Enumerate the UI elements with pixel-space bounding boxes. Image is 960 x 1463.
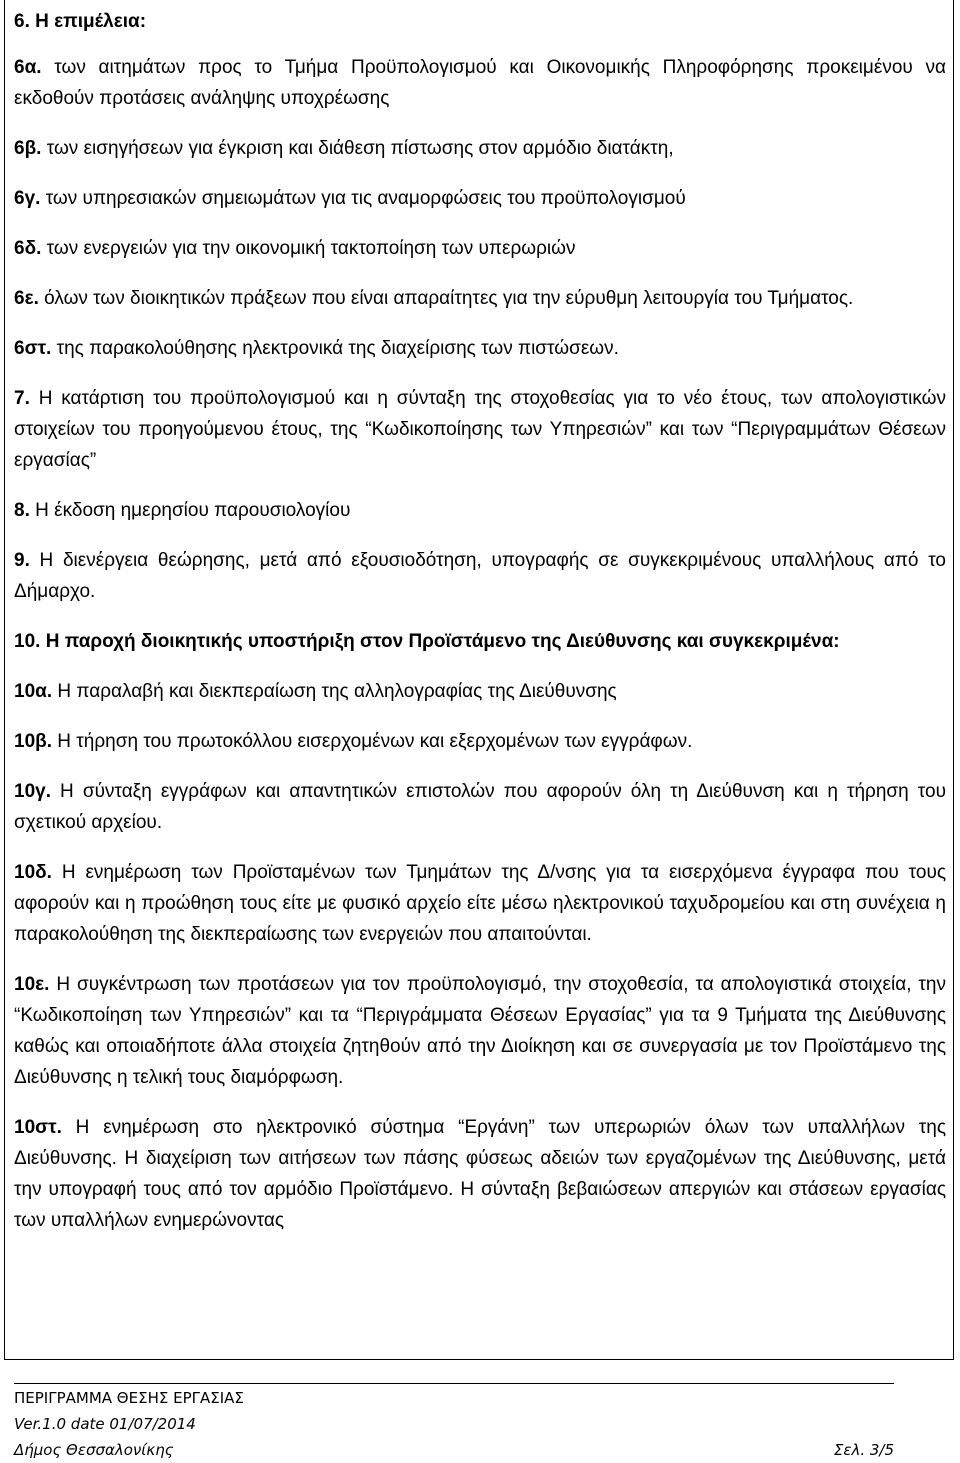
item-number: 10α.: [14, 681, 53, 702]
list-item-10e: [14, 969, 946, 1093]
item-number: 6ε.: [14, 288, 39, 309]
list-item-6c: [14, 183, 946, 214]
item-text: Η παροχή διοικητικής υποστήριξη στον Προϊστάμενο της Διεύθυνσης και συγκεκριμένα:: [40, 631, 840, 652]
footer-version: Ver.1.0 date 01/07/2014: [14, 1415, 196, 1433]
list-item-6a: [14, 52, 946, 114]
item-number: 10γ.: [14, 781, 51, 802]
footer-title: ΠΕΡΙΓΡΑΜΜΑ ΘΕΣΗΣ ΕΡΓΑΣΙΑΣ: [14, 1389, 244, 1407]
item-number: 6γ.: [14, 188, 41, 209]
item-number: 9.: [14, 550, 30, 571]
list-item-6b: [14, 133, 946, 164]
item-number: 6β.: [14, 138, 42, 159]
item-text: Η έκδοση ημερησίου παρουσιολογίου: [29, 500, 351, 521]
item-text: των υπηρεσιακών σημειωμάτων για τις αναμορφώσεις του προϋπολογισμού: [40, 188, 686, 209]
item-number: 6στ.: [14, 338, 52, 359]
list-item-6e: [14, 283, 946, 314]
document-body: [14, 6, 946, 1236]
item-number: 10β.: [14, 731, 53, 752]
footer-divider: [14, 1383, 894, 1384]
list-item-10d: [14, 857, 946, 950]
list-item-10c: [14, 776, 946, 838]
footer-organization: Δήμος Θεσσαλονίκης: [14, 1441, 174, 1459]
item-number: 10.: [14, 631, 41, 652]
item-text: Η κατάρτιση του προϋπολογισμού και η σύνταξη της στοχοθεσίας για το νέο έτους, των απολογιστικών στοιχείων του προηγούμενου έτους, της “Κωδικοποίησης των Υπηρεσιών” και των “Περιγραμμάτων Θέσεων εργασίας”: [14, 388, 946, 471]
list-item-6st: [14, 333, 946, 364]
item-number: 6α.: [14, 57, 42, 78]
item-text: Η τήρηση του πρωτοκόλλου εισερχομένων και εξερχομένων των εγγράφων.: [52, 731, 693, 752]
section-heading-6: 6. Η επιμέλεια:: [14, 11, 147, 32]
item-text: Η διενέργεια θεώρησης, μετά από εξουσιοδότηση, υπογραφής σε συγκεκριμένους υπαλλήλους από το Δήμαρχο.: [14, 550, 946, 602]
item-text: των αιτημάτων προς το Τμήμα Προϋπολογισμού και Οικονομικής Πληροφόρησης προκειμένου να εκδοθούν προτάσεις ανάληψης υποχρέωσης: [14, 57, 946, 109]
item-text: Η συγκέντρωση των προτάσεων για τον προϋπολογισμό, την στοχοθεσία, τα απολογιστικά στοιχεία, την “Κωδικοποίηση των Υπηρεσιών” και τα “Περιγράμματα Θέσεων Εργασίας” για τα 9 Τμήματα της Διεύθυνσης καθώς και οποιαδήποτε άλλα στοιχεία ζητηθούν από την Διοίκηση και σε συνεργασία με τον Προϊστάμενο της Διεύθυνσης η τελική τους διαμόρφωση.: [14, 974, 946, 1088]
page-number: Σελ. 3/5: [833, 1441, 894, 1459]
list-item-10a: [14, 676, 946, 707]
list-item-6d: [14, 233, 946, 264]
item-number: 6δ.: [14, 238, 42, 259]
item-text: Η παραλαβή και διεκπεραίωση της αλληλογραφίας της Διεύθυνσης: [52, 681, 617, 702]
list-item-7: [14, 383, 946, 476]
item-number: 10ε.: [14, 974, 50, 995]
item-text: των εισηγήσεων για έγκριση και διάθεση πίστωσης στον αρμόδιο διατάκτη,: [41, 138, 674, 159]
list-item-10b: [14, 726, 946, 757]
item-number: 8.: [14, 500, 30, 521]
item-text: Η σύνταξη εγγράφων και απαντητικών επιστολών που αφορούν όλη τη Διεύθυνση και η τήρηση του σχετικού αρχείου.: [14, 781, 946, 833]
list-item-10st: [14, 1112, 946, 1236]
list-item-9: [14, 545, 946, 607]
item-text: των ενεργειών για την οικονομική τακτοποίηση των υπερωριών: [41, 238, 576, 259]
item-text: της παρακολούθησης ηλεκτρονικά της διαχείρισης των πιστώσεων.: [51, 338, 619, 359]
item-text: όλων των διοικητικών πράξεων που είναι απαραίτητες για την εύρυθμη λειτουργία του Τμήματος.: [38, 288, 854, 309]
list-item-8: [14, 495, 946, 526]
item-number: 7.: [14, 388, 30, 409]
item-number: 10δ.: [14, 862, 52, 883]
item-number: 10στ.: [14, 1117, 62, 1138]
item-text: Η ενημέρωση των Προϊσταμένων των Τμημάτων της Δ/νσης για τα εισερχόμενα έγγραφα που τους αφορούν και η προώθηση τους είτε με φυσικό αρχείο είτε μέσω ηλεκτρονικού ταχυδρομείου και στη συνέχεια η παρακολούθηση της διεκπεραίωσης των ενεργειών που απαιτούνται.: [14, 862, 946, 945]
list-item-10: [14, 626, 946, 657]
item-text: Η ενημέρωση στο ηλεκτρονικό σύστημα “Εργάνη” των υπερωριών όλων των υπαλλήλων της Διεύθυνσης. Η διαχείριση των αιτήσεων των πάσης φύσεως αδειών των εργαζομένων της Διεύθυνσης, μετά την υπογραφή τους από τον αρμόδιο Προϊστάμενο. Η σύνταξη βεβαιώσεων απεργιών και στάσεων εργασίας των υπαλλήλων ενημερώνοντας: [14, 1117, 946, 1231]
